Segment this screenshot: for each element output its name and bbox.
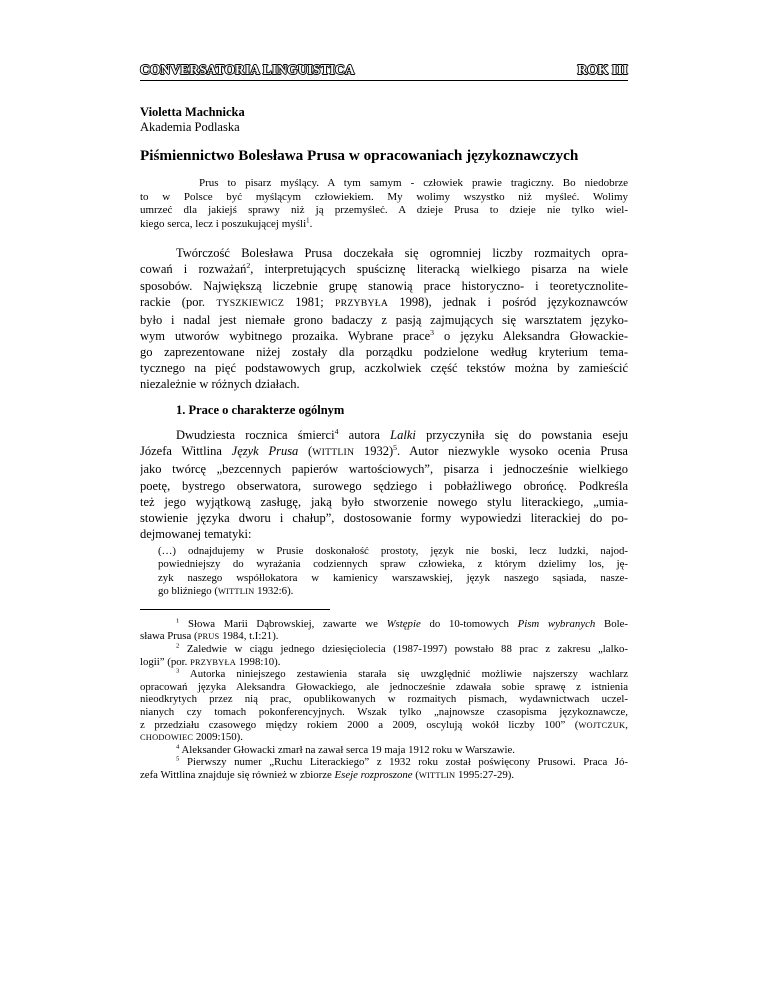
author-affiliation: Akademia Podlaska xyxy=(140,120,240,134)
text-line: tycznego na pięć podstawowych grup, aczkolwiek część tekstów można by zamieścić xyxy=(140,361,628,376)
text-line: jako twórcę „bezcennych papierów wartościowych”, pisarza i jednocześnie wielkiego xyxy=(140,462,628,477)
footnote-3-cont: nianych czy tomach pokonferencyjnych. Wszak tylko „najnowsze czasopisma językoznawcze, xyxy=(140,706,628,719)
footnote-1-cont: sława Prusa (PRUS 1984, t.I:21). xyxy=(140,630,279,643)
epigraph-line: Prus to pisarz myślący. A tym samym - człowiek prawie tragiczny. Bo niedobrze xyxy=(199,177,628,189)
citation-author: TYSZKIEWICZ xyxy=(216,297,285,309)
footnote-3-cont: opracowań języka Aleksandra Głowackiego, ale jednocześnie zdawała sobie sprawę z istnienia xyxy=(140,680,628,693)
footnote-5-cont: zefa Wittlina znajduje się również w zbiorze Eseje rozproszone (WITTLIN 1995:27-29). xyxy=(140,769,515,781)
text-line: Twórczość Bolesława Prusa doczekała się ogromniej liczby rozmaitych opra- xyxy=(176,246,628,261)
footnote-4: $^4$ Aleksander Głowacki zmarł na zawał serca 19 maja 1912 roku w Warszawie. xyxy=(176,743,515,756)
footnote-separator xyxy=(140,609,330,610)
quote-line: go bliźniego (WITTLIN 1932:6). xyxy=(158,585,294,598)
footnote-ref: 2 xyxy=(246,261,251,271)
text-line: Dwudziesta rocznica śmierci$^4$ autora Lalki przyczyniła się do powstania eseju xyxy=(176,427,628,443)
journal-year: ROK III xyxy=(577,62,628,77)
epigraph-line: umrzeć dla jakiejś sprawy niż ją przemyśleć. A dzieje Prusa to dzieje nie tylko wiel- xyxy=(140,204,628,217)
footnote-1: $^1$ Słowa Marii Dąbrowskiej, zawarte we Wstępie do 10-tomowych Pism wybranych Bole- xyxy=(176,617,628,630)
text-line: rackie (por. TYSZKIEWICZ 1981; PRZYBYŁA 1998), jednak i pośród językoznawców xyxy=(140,294,628,309)
footnote-2: $^2$ Zaledwie w ciągu jednego dziesięciolecia (1987-1997) powstało 88 prac z zakresu „lalko- xyxy=(176,643,628,656)
quote-line: zyk naszego współlokatora w kamienicy warszawskiej, język naszego sąsiada, nasze- xyxy=(158,571,628,584)
block-quote xyxy=(140,545,628,599)
body-paragraph-2 xyxy=(140,427,628,542)
text-line: dejmowanej tematyki: xyxy=(140,526,252,541)
text-line: stowienie języka dworu i chałup”, dostosowanie formy wypowiedzi literackiej do po- xyxy=(140,510,628,525)
citation-author: WITTLIN xyxy=(312,447,355,459)
citation-author: PRZYBYŁA xyxy=(335,297,389,309)
footnote-ref: 3 xyxy=(430,327,434,337)
epigraph-line: to w Polsce być myślącym człowiekiem. My wolimy wszystko niż myśleć. Wolimy xyxy=(140,190,628,203)
quote-line: powiedniejszy do wyrażania codziennych spraw człowieka, z którym dzielimy los, ję- xyxy=(158,558,628,571)
section-heading: 1. Prace o charakterze ogólnym xyxy=(176,403,345,418)
citation-author: WITTLIN xyxy=(217,586,255,597)
journal-name: CONVERSATORIA LINGUISTICA xyxy=(140,62,355,77)
text-line: Józefa Wittlina Język Prusa (WITTLIN 1932)$^5$. Autor niezwykle wysoko ocenia Prusa xyxy=(140,443,628,459)
epigraph-line: kiego serca, lecz i poszukującej myśli$^1$. xyxy=(140,217,313,230)
text-line: go zaprezentowane niżej zostały dla porządku podzielone według kryterium tema- xyxy=(140,344,628,359)
running-head xyxy=(140,62,628,81)
text-line: też jego wyjątkową zasługę, jaką było stworzenie nowego stylu literackiego, „umia- xyxy=(140,494,628,509)
footnote-3-cont: z przedziału czasowego między rokiem 2000 a 2009, oscylują wokół liczby 100” (WOJTCZUK, xyxy=(140,718,628,731)
footnotes xyxy=(140,618,628,782)
quote-line: (…) odnajdujemy w Prusie doskonałość prostoty, język nie boski, lecz ludzki, najod- xyxy=(158,544,628,557)
footnote-2-cont: logii” (por. PRZYBYŁA 1998:10). xyxy=(140,655,281,668)
body-paragraph-1 xyxy=(140,245,628,392)
text-line: cowań i rozważań$^2$, interpretujących spuściznę literacką wielkiego pisarza na wiele xyxy=(140,261,628,277)
page xyxy=(140,62,628,782)
footnote-ref: 5 xyxy=(393,443,398,453)
footnote-3-cont: CHODOWIEC 2009:150). xyxy=(140,731,243,744)
text-line: niezależnie w różnych działach. xyxy=(140,377,300,392)
article-title: Piśmiennictwo Bolesława Prusa w opracowaniach językoznawczych xyxy=(140,147,579,164)
footnote-3: $^3$ Autorka niniejszego zestawienia starała się uwzględnić możliwie najszerszy wachlarz xyxy=(176,668,628,681)
text-line: było i nadal jest niemałe grono badaczy z pasją zajmujących się warsztatem języko- xyxy=(140,312,628,327)
epigraph xyxy=(140,177,628,231)
footnote-5: $^5$ Pierwszy numer „Ruchu Literackiego” z 1932 roku został poświęcony Prusowi. Praca Jó- xyxy=(176,756,628,769)
text-line: wym utworów wybitnego prozaika. Wybrane prace$^3$ o języku Aleksandra Głowackie- xyxy=(140,327,628,343)
author-name: Violetta Machnicka xyxy=(140,105,245,119)
footnote-ref: 4 xyxy=(334,427,339,437)
text-line: sposobów. Największą liczebnie grupę stanowią prace historyczno- i teoretycznolite- xyxy=(140,278,628,293)
text-line: poetę, bystrego obserwatora, surowego sędziego i pobłażliwego obrońcę. Podkreśla xyxy=(140,478,628,493)
footnote-3-cont: nieodkrytych przez nią prac, opublikowanych w rozmaitych pismach, wydawnictwach uczel- xyxy=(140,693,628,706)
footnote-ref: 1 xyxy=(306,217,310,225)
